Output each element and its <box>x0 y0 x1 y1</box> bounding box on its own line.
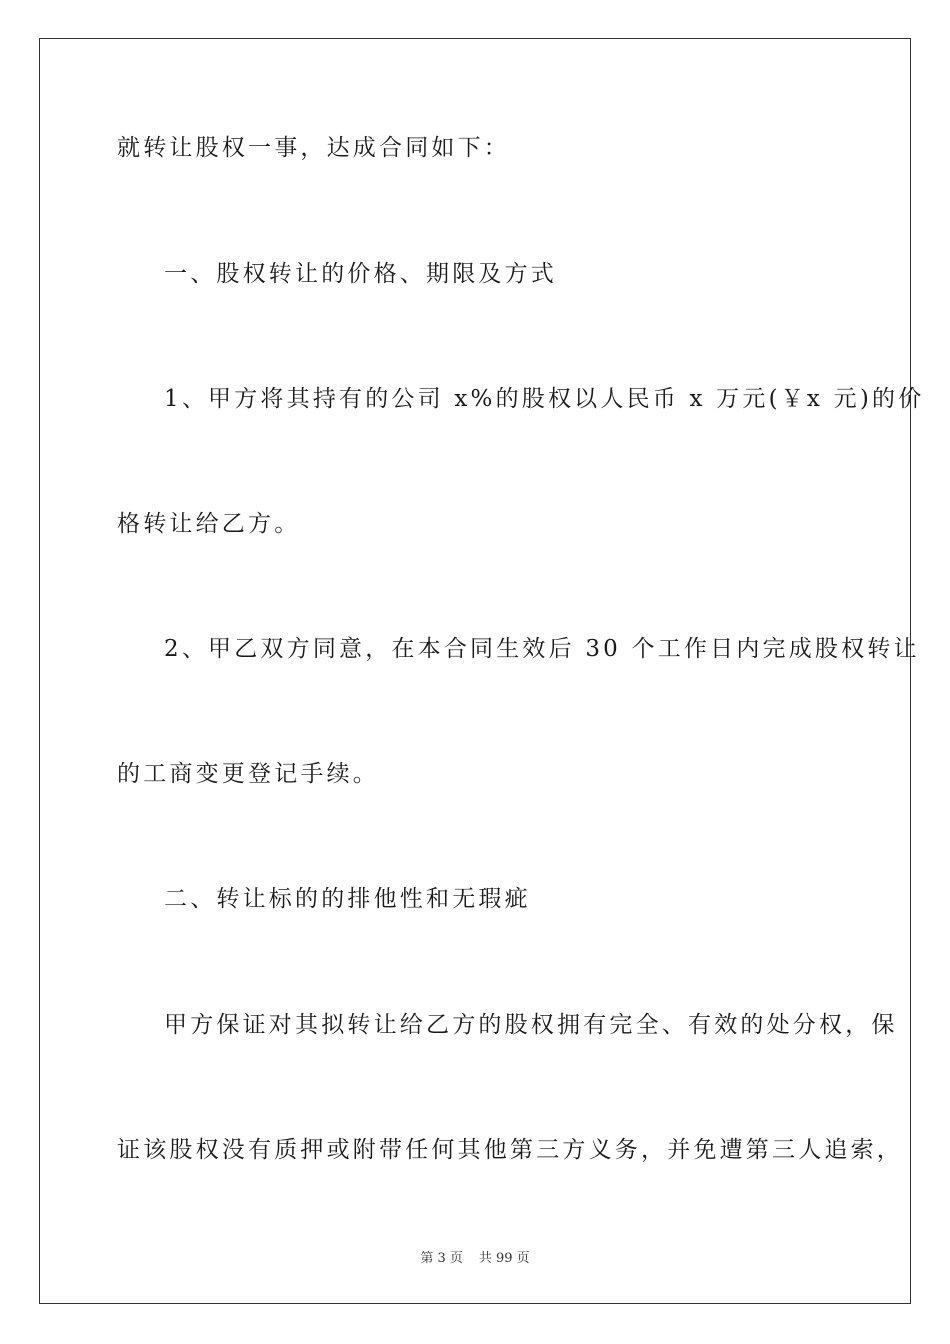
text-line-8: 甲方保证对其拟转让给乙方的股权拥有完全、有效的处分权，保 <box>164 1012 898 1038</box>
text-line-4: 格转让给乙方。 <box>117 511 301 537</box>
page-frame <box>39 38 911 1304</box>
page-footer <box>0 1247 950 1266</box>
text-line-9: 证该股权没有质押或附带任何其他第三方义务，并免遭第三人追索， <box>117 1137 903 1163</box>
text-line-6: 的工商变更登记手续。 <box>117 761 379 787</box>
page-number: 第 3 页 <box>420 1251 463 1266</box>
text-line-1: 就转让股权一事，达成合同如下： <box>117 135 510 161</box>
text-line-5: 2、甲乙双方同意，在本合同生效后 30 个工作日内完成股权转让 <box>164 636 920 662</box>
total-pages: 共 99 页 <box>478 1251 530 1266</box>
section-heading-2: 二、转让标的的排他性和无瑕疵 <box>164 886 531 912</box>
text-line-3: 1、甲方将其持有的公司 x%的股权以人民币 x 万元(￥x 元)的价 <box>164 386 925 412</box>
section-heading-1: 一、股权转让的价格、期限及方式 <box>164 261 557 287</box>
